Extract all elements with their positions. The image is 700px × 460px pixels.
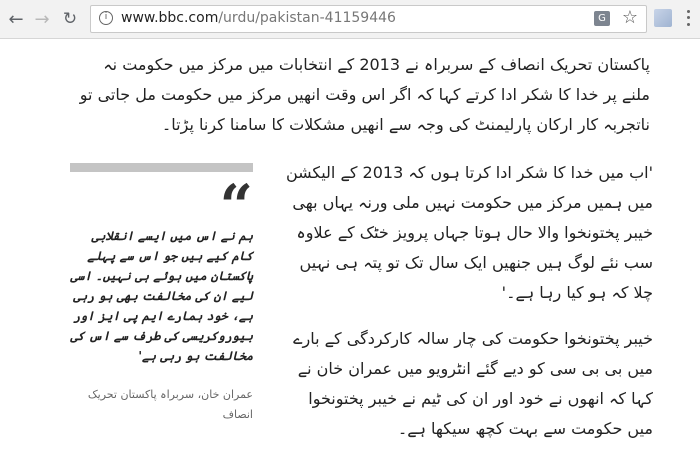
article-intro: پاکستان تحریک انصاف کے سربراہ نے 2013 کے انتخابات میں مرکز میں حکومت نہ ملنے پر خدا کا شکر ادا کرتے کہا کہ اگر اس وقت انھیں مرکز میں حکومت مل جاتی تو ناتجربہ کار ارکان پارلیمنٹ کی وجہ سے انھیں مشکلات کا سامنا کرنا پڑتا۔	[79, 55, 650, 134]
info-icon[interactable]: i	[99, 11, 113, 25]
article-paragraph: خیبر پختونخوا حکومت کی چار سالہ کارکردگی کے بارے میں بی بی سی کو دیے گئے انٹرویو میں عمران خان نے کہا کہ انھوں نے خود اور ان کی ٹیم نے خیبر پختونخوا میں حکومت سے بہت کچھ سیکھا ہے۔	[293, 329, 653, 438]
extension-icon[interactable]	[654, 9, 672, 27]
quote-text: ہم نے اس میں ایسے انقلابی کام کیے ہیں جو اس سے پہلے پاکستان میں ہوئے ہی نہیں۔ اسی لیے ان کی مخالفت بھی ہو رہی ہے، خود ہمارے ایم پی ایز اور بیوروکریسی کی طرف سے اس کی مخالفت ہو رہی ہے'	[70, 229, 253, 363]
article-paragraph: 'اب میں خدا کا شکر ادا کرتا ہوں کہ 2013 کے الیکشن میں ہمیں مرکز میں حکومت نہیں ملی ورنہ یہاں بھی خیبر پختونخوا والا حال ہوتا جہاں پرویز خٹک کے علاوہ سب نئے لوگ ہیں جنھیں ایک سال تک تو پتہ ہی نہیں چلا کہ ہو کیا رہا ہے۔'	[285, 163, 653, 302]
translate-icon[interactable]: G	[594, 11, 610, 26]
reload-icon[interactable]: ↻	[62, 9, 78, 29]
star-icon[interactable]: ☆	[621, 7, 638, 28]
forward-icon[interactable]: →	[34, 8, 50, 30]
back-icon[interactable]: ←	[8, 8, 24, 30]
browser-toolbar	[0, 0, 700, 39]
pull-quote	[70, 163, 253, 421]
url-text[interactable]	[121, 10, 396, 26]
quote-divider	[70, 163, 253, 172]
quote-credit: عمران خان، سربراہ پاکستان تحریک انصاف	[87, 388, 253, 421]
menu-icon[interactable]	[680, 8, 696, 28]
url-path: /urdu/pakistan-41159446	[218, 10, 396, 26]
quote-icon: “	[219, 172, 253, 240]
address-bar[interactable]	[90, 5, 647, 33]
url-host: www.bbc.com	[121, 10, 219, 26]
article-column	[285, 158, 653, 460]
